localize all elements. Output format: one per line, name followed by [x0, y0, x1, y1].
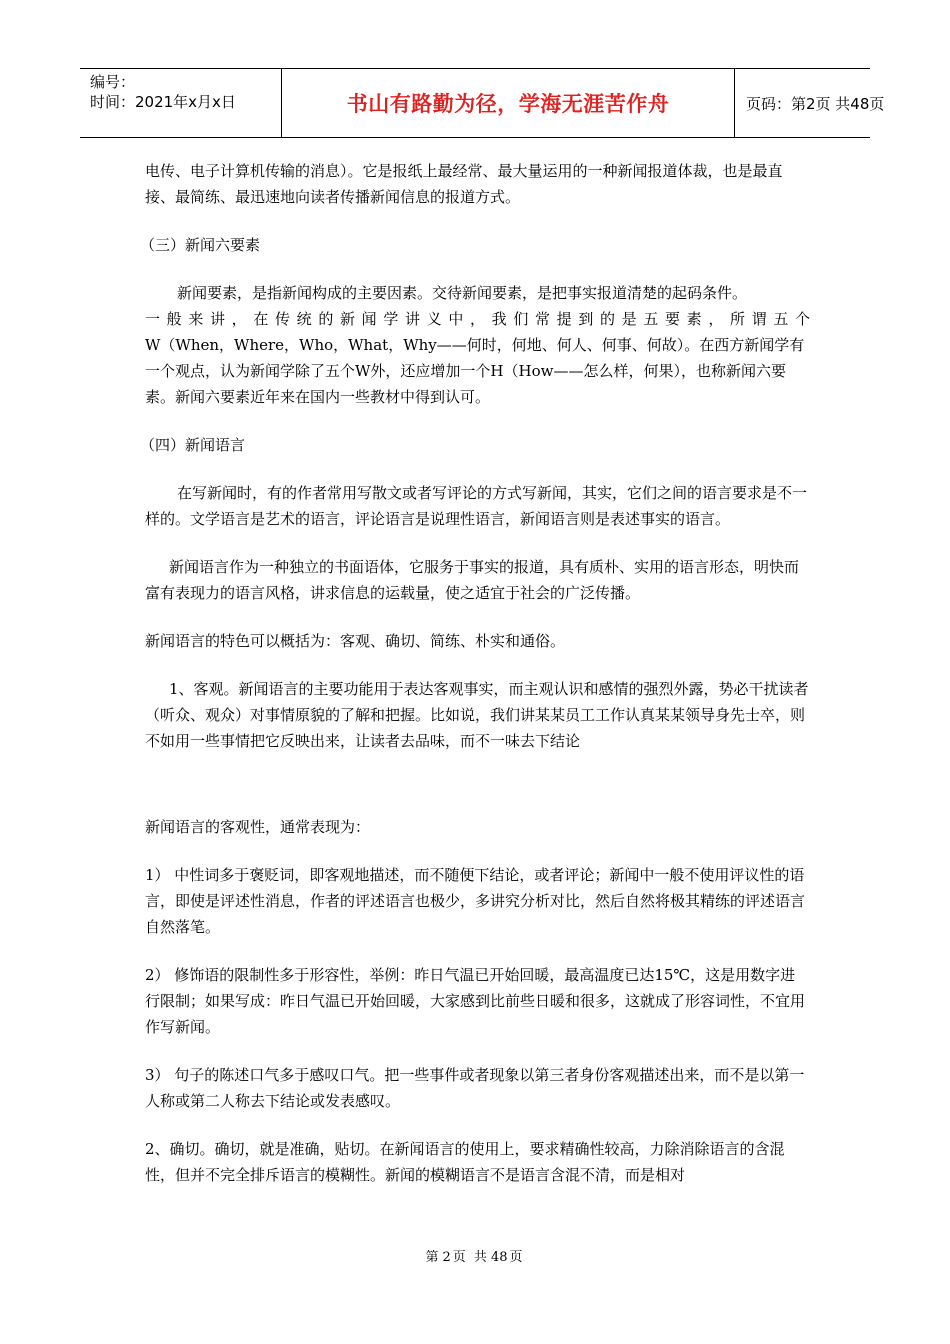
paragraph: 新闻语言作为一种独立的书面语体，它服务于事实的报道，具有质朴、实用的语言形态，明快而富有表现力的语言风格，讲求信息的运载量，使之适宜于社会的广泛传播。 [145, 558, 800, 602]
section-heading-4: （四）新闻语言 [140, 436, 246, 454]
list-item: 3） 句子的陈述口气多于感叹口气。把一些事件或者现象以第三者身份客观描述出来，而不是以第一人称或第二人称去下结论或发表感叹。 [145, 1066, 805, 1110]
paragraph: W（When，Where，Who，What，Why——何时，何地、何人、何事、何故）。在西方新闻学有一个观点，认为新闻学除了五个W外，还应增加一个H（How——怎么样，何果），也称新闻六要素。新闻六要素近年来在国内一些教材中得到认可。 [145, 336, 805, 406]
paragraph: 在写新闻时，有的作者常用写散文或者写评论的方式写新闻，其实，它们之间的语言要求是不一样的。文学语言是艺术的语言，评论语言是说理性语言，新闻语言则是表述事实的语言。 [145, 484, 808, 528]
paragraph: 新闻要素，是指新闻构成的主要因素。交待新闻要素，是把事实报道清楚的起码条件。 [177, 284, 748, 302]
document-body [140, 158, 810, 1188]
footer-prefix: 第 [425, 1250, 441, 1265]
header-page-cell [734, 69, 885, 137]
paragraph-line: 一般来讲，在传统的新闻学讲义中，我们常提到的是五要素，所谓五个 [145, 310, 810, 328]
paragraph: 新闻语言的特色可以概括为：客观、确切、简练、朴实和通俗。 [145, 632, 566, 650]
paragraph: 1、客观。新闻语言的主要功能用于表达客观事实，而主观认识和感情的强烈外露，势必干扰读者（听众、观众）对事情原貌的了解和把握。比如说，我们讲某某员工工作认真某某领导身先士卒，则不如用一些事情把它反映出来，让读者去品味，而不一味去下结论 [145, 680, 809, 750]
header-left-cell [80, 69, 280, 137]
header-motto-cell [281, 69, 735, 137]
paragraph: 2、确切。确切，就是准确，贴切。在新闻语言的使用上，要求精确性较高，力除消除语言的含混性，但并不完全排斥语言的模糊性。新闻的模糊语言不是语言含混不清，而是相对 [145, 1140, 785, 1184]
footer-middle: 页 共 [452, 1250, 489, 1265]
page-footer [0, 1246, 950, 1265]
paragraph: 电传、电子计算机传输的消息）。它是报纸上最经常、最大量运用的一种新闻报道体裁，也是最直接、最简练、最迅速地向读者传播新闻信息的报道方式。 [145, 162, 783, 206]
header-page-info: 页码：第2页 共48页 [746, 94, 885, 113]
section-heading-3: （三）新闻六要素 [140, 236, 261, 254]
document-date-label: 时间：2021年x月x日 [90, 93, 236, 111]
header-motto: 书山有路勤为径，学海无涯苦作舟 [346, 92, 670, 116]
footer-page-number: 2 [442, 1250, 451, 1265]
footer-suffix: 页 [509, 1250, 525, 1265]
footer-total-pages: 48 [490, 1250, 508, 1265]
list-item: 1） 中性词多于褒贬词，即客观地描述，而不随便下结论，或者评论；新闻中一般不使用评议性的语言，即使是评述性消息，作者的评述语言也极少，多讲究分析对比，然后自然将极其精练的评述语言自然落笔。 [145, 866, 806, 936]
list-item: 2） 修饰语的限制性多于形容性，举例：昨日气温已开始回暖，最高温度已达15℃，这是用数字进行限制；如果写成：昨日气温已开始回暖，大家感到比前些日暖和很多，这就成了形容词性，不宜用作写新闻。 [145, 966, 806, 1036]
document-number-label: 编号： [90, 73, 136, 91]
page-header [80, 68, 885, 138]
paragraph: 新闻语言的客观性，通常表现为： [145, 818, 371, 836]
